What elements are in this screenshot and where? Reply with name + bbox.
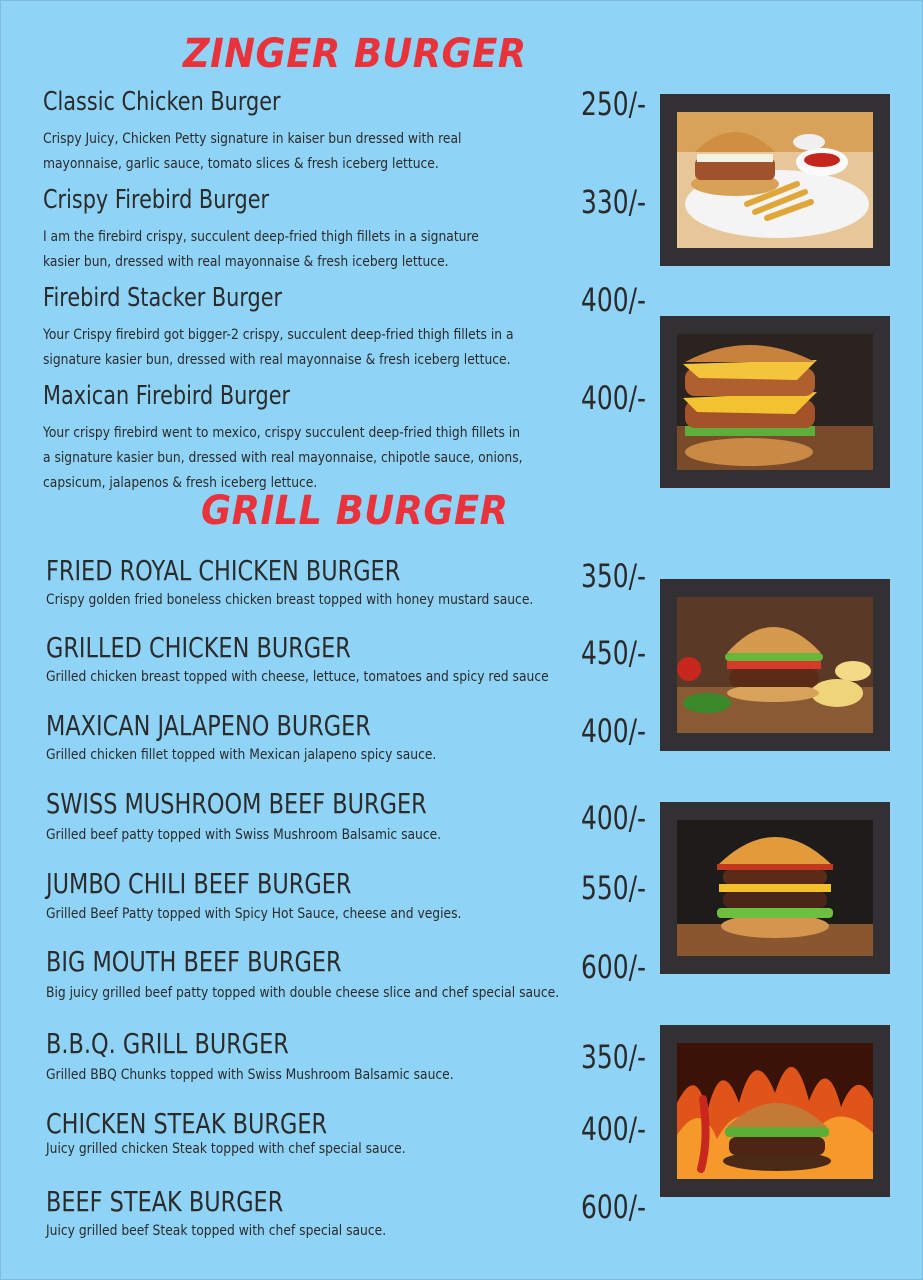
burger-photo-frame-5: [660, 1025, 890, 1197]
item-price: 600/-: [581, 1188, 647, 1226]
item-price: 550/-: [581, 869, 647, 907]
item-description: Big juicy grilled beef patty topped with double cheese slice and chef special sauce.: [46, 985, 560, 1001]
item-name: BEEF STEAK BURGER: [46, 1185, 284, 1218]
item-description: Crispy Juicy, Chicken Petty signature in kaiser bun dressed with real mayonnaise, garlic sauce, tomato slices & fresh iceberg lettuce.: [43, 131, 462, 172]
burger-photo-frame-1: [660, 94, 890, 266]
item-price: 400/-: [581, 281, 647, 319]
zinger-section-title: ZINGER BURGER: [183, 31, 527, 77]
item-name: CHICKEN STEAK BURGER: [46, 1107, 328, 1140]
item-description: Grilled Beef Patty topped with Spicy Hot Sauce, cheese and vegies.: [46, 906, 462, 922]
flame-grilled-burger-image: [677, 1043, 873, 1179]
item-name: Crispy Firebird Burger: [43, 185, 270, 215]
item-name: FRIED ROYAL CHICKEN BURGER: [46, 554, 401, 587]
burger-photo-frame-4: [660, 802, 890, 974]
item-name: Classic Chicken Burger: [43, 87, 281, 117]
burger-photo-frame-2: [660, 316, 890, 488]
grill-section-title: GRILL BURGER: [201, 488, 509, 534]
item-description: Grilled beef patty topped with Swiss Mushroom Balsamic sauce.: [46, 827, 442, 843]
item-price: 450/-: [581, 634, 647, 672]
item-name: Firebird Stacker Burger: [43, 283, 283, 313]
crispy-chicken-burger-image: [677, 334, 873, 470]
item-name: SWISS MUSHROOM BEEF BURGER: [46, 787, 427, 820]
item-description: Grilled chicken fillet topped with Mexican jalapeno spicy sauce.: [46, 747, 437, 763]
item-name: Maxican Firebird Burger: [43, 381, 291, 411]
item-price: 400/-: [581, 712, 647, 750]
item-name: JUMBO CHILI BEEF BURGER: [46, 867, 352, 900]
item-description: I am the firebird crispy, succulent deep-fried thigh fillets in a signature kasier bun, dressed with real mayonnaise & fresh iceberg lettuce.: [43, 229, 479, 270]
item-description: Your crispy firebird went to mexico, crispy succulent deep-fried thigh fillets in a signature kasier bun, dressed with real mayonnaise, chipotle sauce, onions, capsicum, jalapenos & fresh iceberg lettuce.: [43, 425, 523, 491]
item-price: 400/-: [581, 379, 647, 417]
item-description: Juicy grilled chicken Steak topped with chef special sauce.: [46, 1141, 406, 1157]
double-beef-burger-image: [677, 820, 873, 956]
item-description: Your Crispy firebird got bigger-2 crispy, succulent deep-fried thigh fillets in a signature kasier bun, dressed with real mayonnaise & fresh iceberg lettuce.: [43, 327, 514, 368]
item-name: B.B.Q. GRILL BURGER: [46, 1027, 289, 1060]
item-price: 350/-: [581, 557, 647, 595]
burger-photo-frame-3: [660, 579, 890, 751]
item-price: 350/-: [581, 1038, 647, 1076]
item-name: MAXICAN JALAPENO BURGER: [46, 709, 371, 742]
item-price: 400/-: [581, 799, 647, 837]
item-price: 330/-: [581, 183, 647, 221]
item-name: BIG MOUTH BEEF BURGER: [46, 945, 342, 978]
item-price: 600/-: [581, 948, 647, 986]
item-description: Grilled BBQ Chunks topped with Swiss Mushroom Balsamic sauce.: [46, 1067, 454, 1083]
item-name: GRILLED CHICKEN BURGER: [46, 631, 351, 664]
item-description: Crispy golden fried boneless chicken breast topped with honey mustard sauce.: [46, 592, 534, 608]
item-description: Grilled chicken breast topped with cheese, lettuce, tomatoes and spicy red sauce: [46, 669, 549, 685]
grilled-burger-with-chips-image: [677, 597, 873, 733]
item-price: 400/-: [581, 1110, 647, 1148]
item-price: 250/-: [581, 85, 647, 123]
chicken-burger-with-fries-image: [677, 112, 873, 248]
item-description: Juicy grilled beef Steak topped with chef special sauce.: [46, 1223, 387, 1239]
